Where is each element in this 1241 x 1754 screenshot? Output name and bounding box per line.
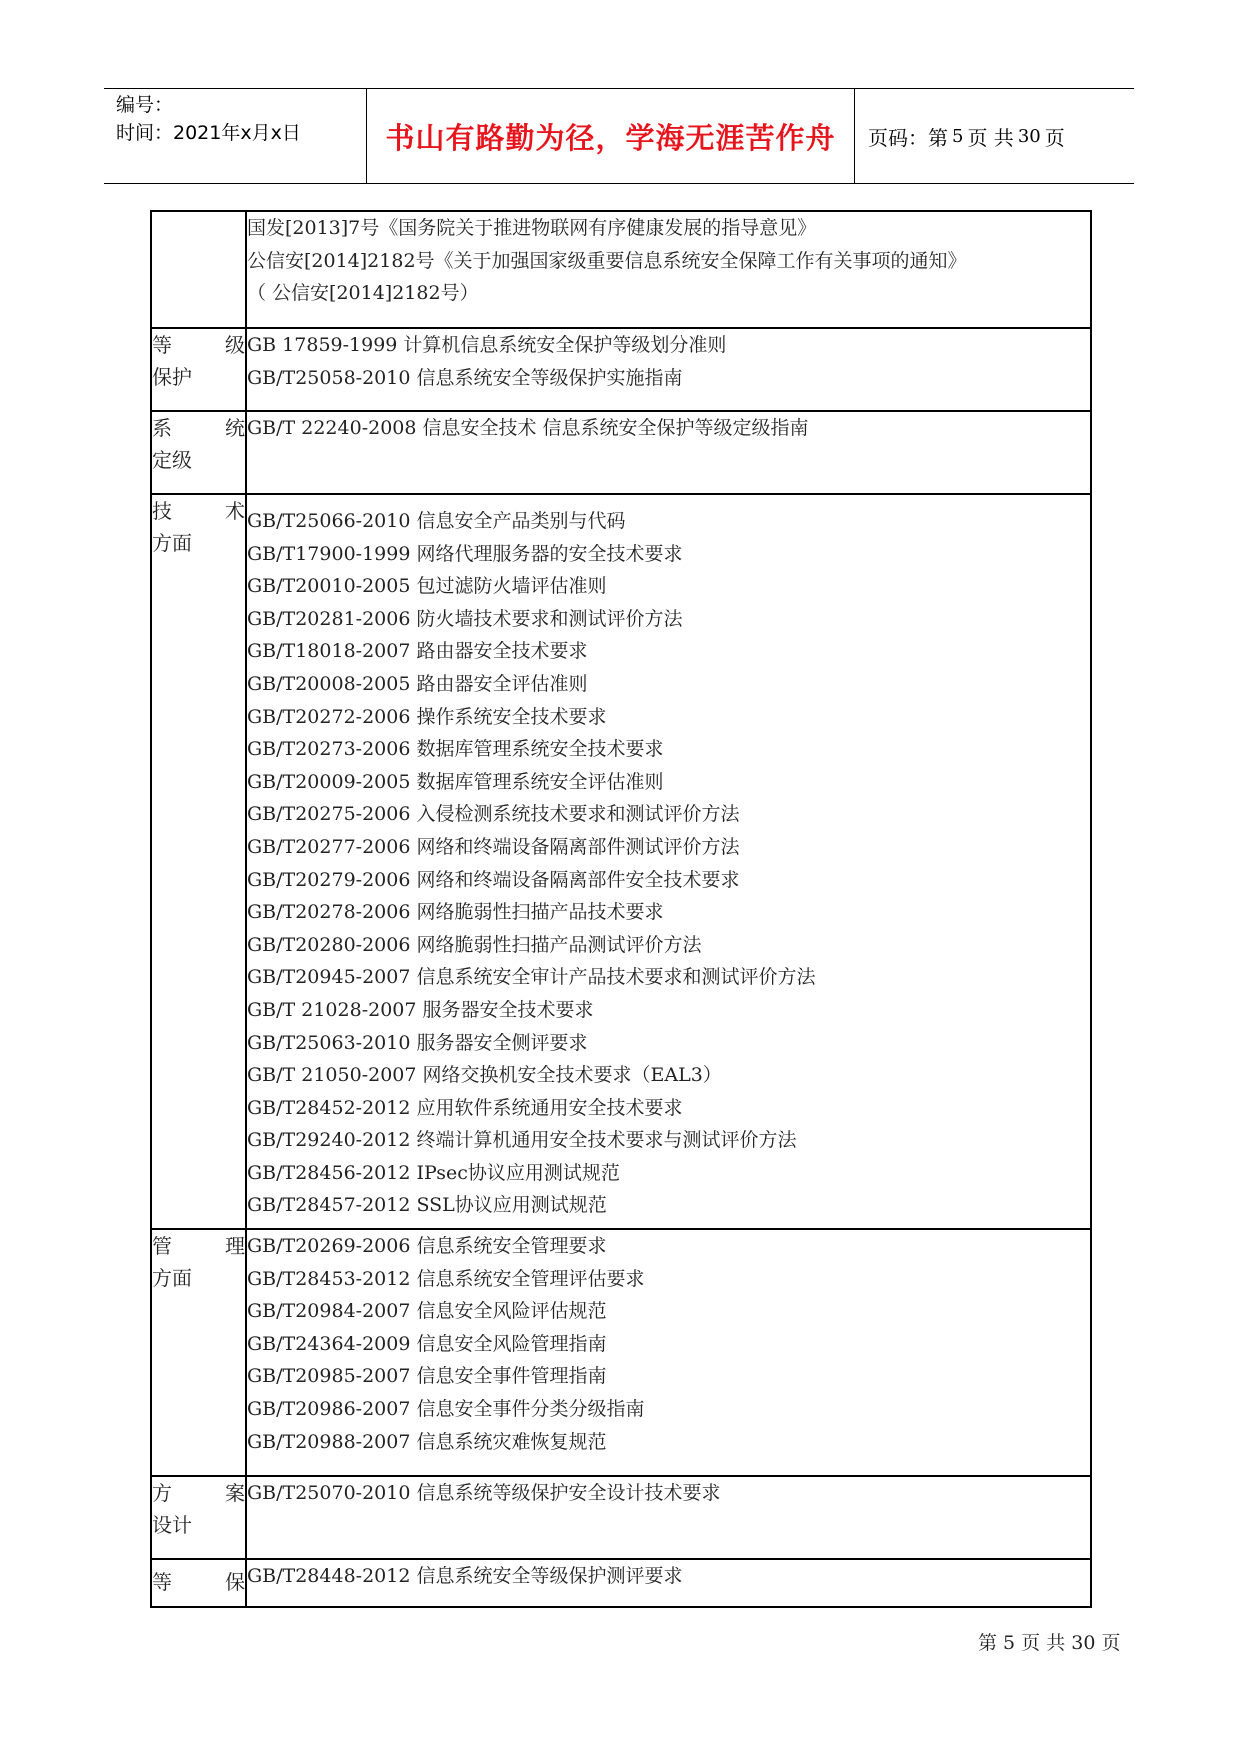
standards-list bbox=[246, 328, 1091, 411]
standards-list bbox=[246, 494, 1091, 1229]
list-item: GB/T20277-2006 网络和终端设备隔离部件测试评价方法 bbox=[247, 835, 740, 858]
standards-list bbox=[246, 1229, 1091, 1476]
category-cell bbox=[151, 211, 246, 328]
category-line: 方面 bbox=[152, 531, 192, 555]
list-item: GB/T20008-2005 路由器安全评估准则 bbox=[247, 672, 588, 695]
standards-list bbox=[246, 411, 1091, 494]
category-cell bbox=[151, 328, 246, 411]
list-item: GB/T20281-2006 防火墙技术要求和测试评价方法 bbox=[247, 607, 683, 630]
list-item: GB/T20988-2007 信息系统灾难恢复规范 bbox=[247, 1430, 607, 1453]
list-item: GB/T20985-2007 信息安全事件管理指南 bbox=[247, 1365, 607, 1388]
list-item: GB/T24364-2009 信息安全风险管理指南 bbox=[247, 1332, 607, 1355]
list-item: GB/T18018-2007 路由器安全技术要求 bbox=[247, 640, 588, 663]
list-item: GB/T17900-1999 网络代理服务器的安全技术要求 bbox=[247, 542, 683, 565]
table-row bbox=[151, 411, 1091, 494]
page-footer: 第 5 页 共 30 页 bbox=[978, 1632, 1121, 1654]
list-item: GB/T20273-2006 数据库管理系统安全技术要求 bbox=[247, 738, 664, 761]
page-mid: 页 共 bbox=[967, 125, 1014, 150]
page-current: 5 bbox=[952, 125, 964, 147]
category-char: 案 bbox=[225, 1481, 245, 1505]
list-item: GB/T20010-2005 包过滤防火墙评估准则 bbox=[247, 575, 607, 598]
list-item: GB/T20269-2006 信息系统安全管理要求 bbox=[247, 1235, 607, 1257]
page-prefix: 页码：第 bbox=[868, 125, 948, 150]
list-item: GB/T25070-2010 信息系统等级保护安全设计技术要求 bbox=[247, 1482, 721, 1504]
list-item: GB/T28452-2012 应用软件系统通用安全技术要求 bbox=[247, 1096, 683, 1119]
list-item: GB/T25066-2010 信息安全产品类别与代码 bbox=[247, 510, 626, 532]
list-item: GB 17859-1999 计算机信息系统安全保护等级划分准则 bbox=[247, 334, 727, 356]
list-item: GB/T20009-2005 数据库管理系统安全评估准则 bbox=[247, 770, 664, 793]
list-item: GB/T20272-2006 操作系统安全技术要求 bbox=[247, 705, 607, 728]
list-item: GB/T28457-2012 SSL协议应用测试规范 bbox=[247, 1194, 607, 1217]
header-meta bbox=[104, 89, 367, 183]
list-item: GB/T28453-2012 信息系统安全管理评估要求 bbox=[247, 1267, 645, 1290]
list-item: （ 公信安[2014]2182号） bbox=[247, 282, 479, 305]
list-item: GB/T20279-2006 网络和终端设备隔离部件安全技术要求 bbox=[247, 868, 740, 891]
list-item: GB/T20984-2007 信息安全风险评估规范 bbox=[247, 1300, 607, 1323]
list-item: GB/T 21050-2007 网络交换机安全技术要求（EAL3） bbox=[247, 1064, 722, 1087]
page-suffix: 页 bbox=[1044, 125, 1065, 150]
category-cell bbox=[151, 1229, 246, 1476]
list-item: GB/T20278-2006 网络脆弱性扫描产品技术要求 bbox=[247, 901, 664, 924]
category-char: 保 bbox=[225, 1570, 245, 1594]
category-char: 等 bbox=[152, 333, 172, 357]
standards-list bbox=[246, 1476, 1091, 1559]
category-char: 管 bbox=[152, 1234, 172, 1258]
document-time: 时间：2021年x月x日 bbox=[116, 122, 301, 144]
category-char: 技 bbox=[152, 499, 172, 523]
standards-list bbox=[246, 1559, 1091, 1607]
list-item: GB/T20280-2006 网络脆弱性扫描产品测试评价方法 bbox=[247, 933, 702, 956]
category-line: 方面 bbox=[152, 1266, 192, 1290]
category-line: 保护 bbox=[152, 365, 192, 389]
list-item: GB/T28448-2012 信息系统安全等级保护测评要求 bbox=[247, 1565, 683, 1587]
category-char: 方 bbox=[152, 1481, 172, 1505]
list-item: GB/T29240-2012 终端计算机通用安全技术要求与测试评价方法 bbox=[247, 1129, 797, 1152]
category-char: 级 bbox=[225, 333, 245, 357]
category-cell bbox=[151, 494, 246, 1229]
page-header bbox=[104, 88, 1134, 184]
table-row bbox=[151, 1476, 1091, 1559]
list-item: GB/T28456-2012 IPsec协议应用测试规范 bbox=[247, 1161, 620, 1184]
table-row bbox=[151, 1229, 1091, 1476]
page-total: 30 bbox=[1017, 125, 1041, 147]
category-char: 术 bbox=[225, 499, 245, 523]
category-char: 系 bbox=[152, 416, 172, 440]
list-item: GB/T20945-2007 信息系统安全审计产品技术要求和测试评价方法 bbox=[247, 966, 816, 989]
category-char: 等 bbox=[152, 1570, 172, 1594]
category-cell bbox=[151, 1476, 246, 1559]
table-row bbox=[151, 1559, 1091, 1607]
list-item: 公信安[2014]2182号《关于加强国家级重要信息系统安全保障工作有关事项的通知》 bbox=[247, 249, 967, 272]
list-item: GB/T20275-2006 入侵检测系统技术要求和测试评价方法 bbox=[247, 803, 740, 826]
list-item: 国发[2013]7号《国务院关于推进物联网有序健康发展的指导意见》 bbox=[247, 217, 817, 239]
category-cell bbox=[151, 411, 246, 494]
list-item: GB/T25063-2010 服务器安全侧评要求 bbox=[247, 1031, 588, 1054]
table-row bbox=[151, 494, 1091, 1229]
list-item: GB/T20986-2007 信息安全事件分类分级指南 bbox=[247, 1397, 645, 1420]
header-motto: 书山有路勤为径，学海无涯苦作舟 bbox=[367, 89, 855, 183]
table-row bbox=[151, 328, 1091, 411]
category-char: 理 bbox=[225, 1234, 245, 1258]
standards-table bbox=[150, 210, 1092, 1608]
category-char: 统 bbox=[225, 416, 245, 440]
table-row bbox=[151, 211, 1091, 328]
category-line: 设计 bbox=[152, 1513, 192, 1537]
standards-list bbox=[246, 211, 1091, 328]
document-number-label: 编号： bbox=[116, 94, 174, 116]
header-page-number bbox=[855, 89, 1134, 183]
list-item: GB/T25058-2010 信息系统安全等级保护实施指南 bbox=[247, 366, 683, 389]
category-line: 定级 bbox=[152, 448, 192, 472]
category-cell bbox=[151, 1559, 246, 1607]
list-item: GB/T 21028-2007 服务器安全技术要求 bbox=[247, 998, 594, 1021]
list-item: GB/T 22240-2008 信息安全技术 信息系统安全保护等级定级指南 bbox=[247, 417, 809, 439]
